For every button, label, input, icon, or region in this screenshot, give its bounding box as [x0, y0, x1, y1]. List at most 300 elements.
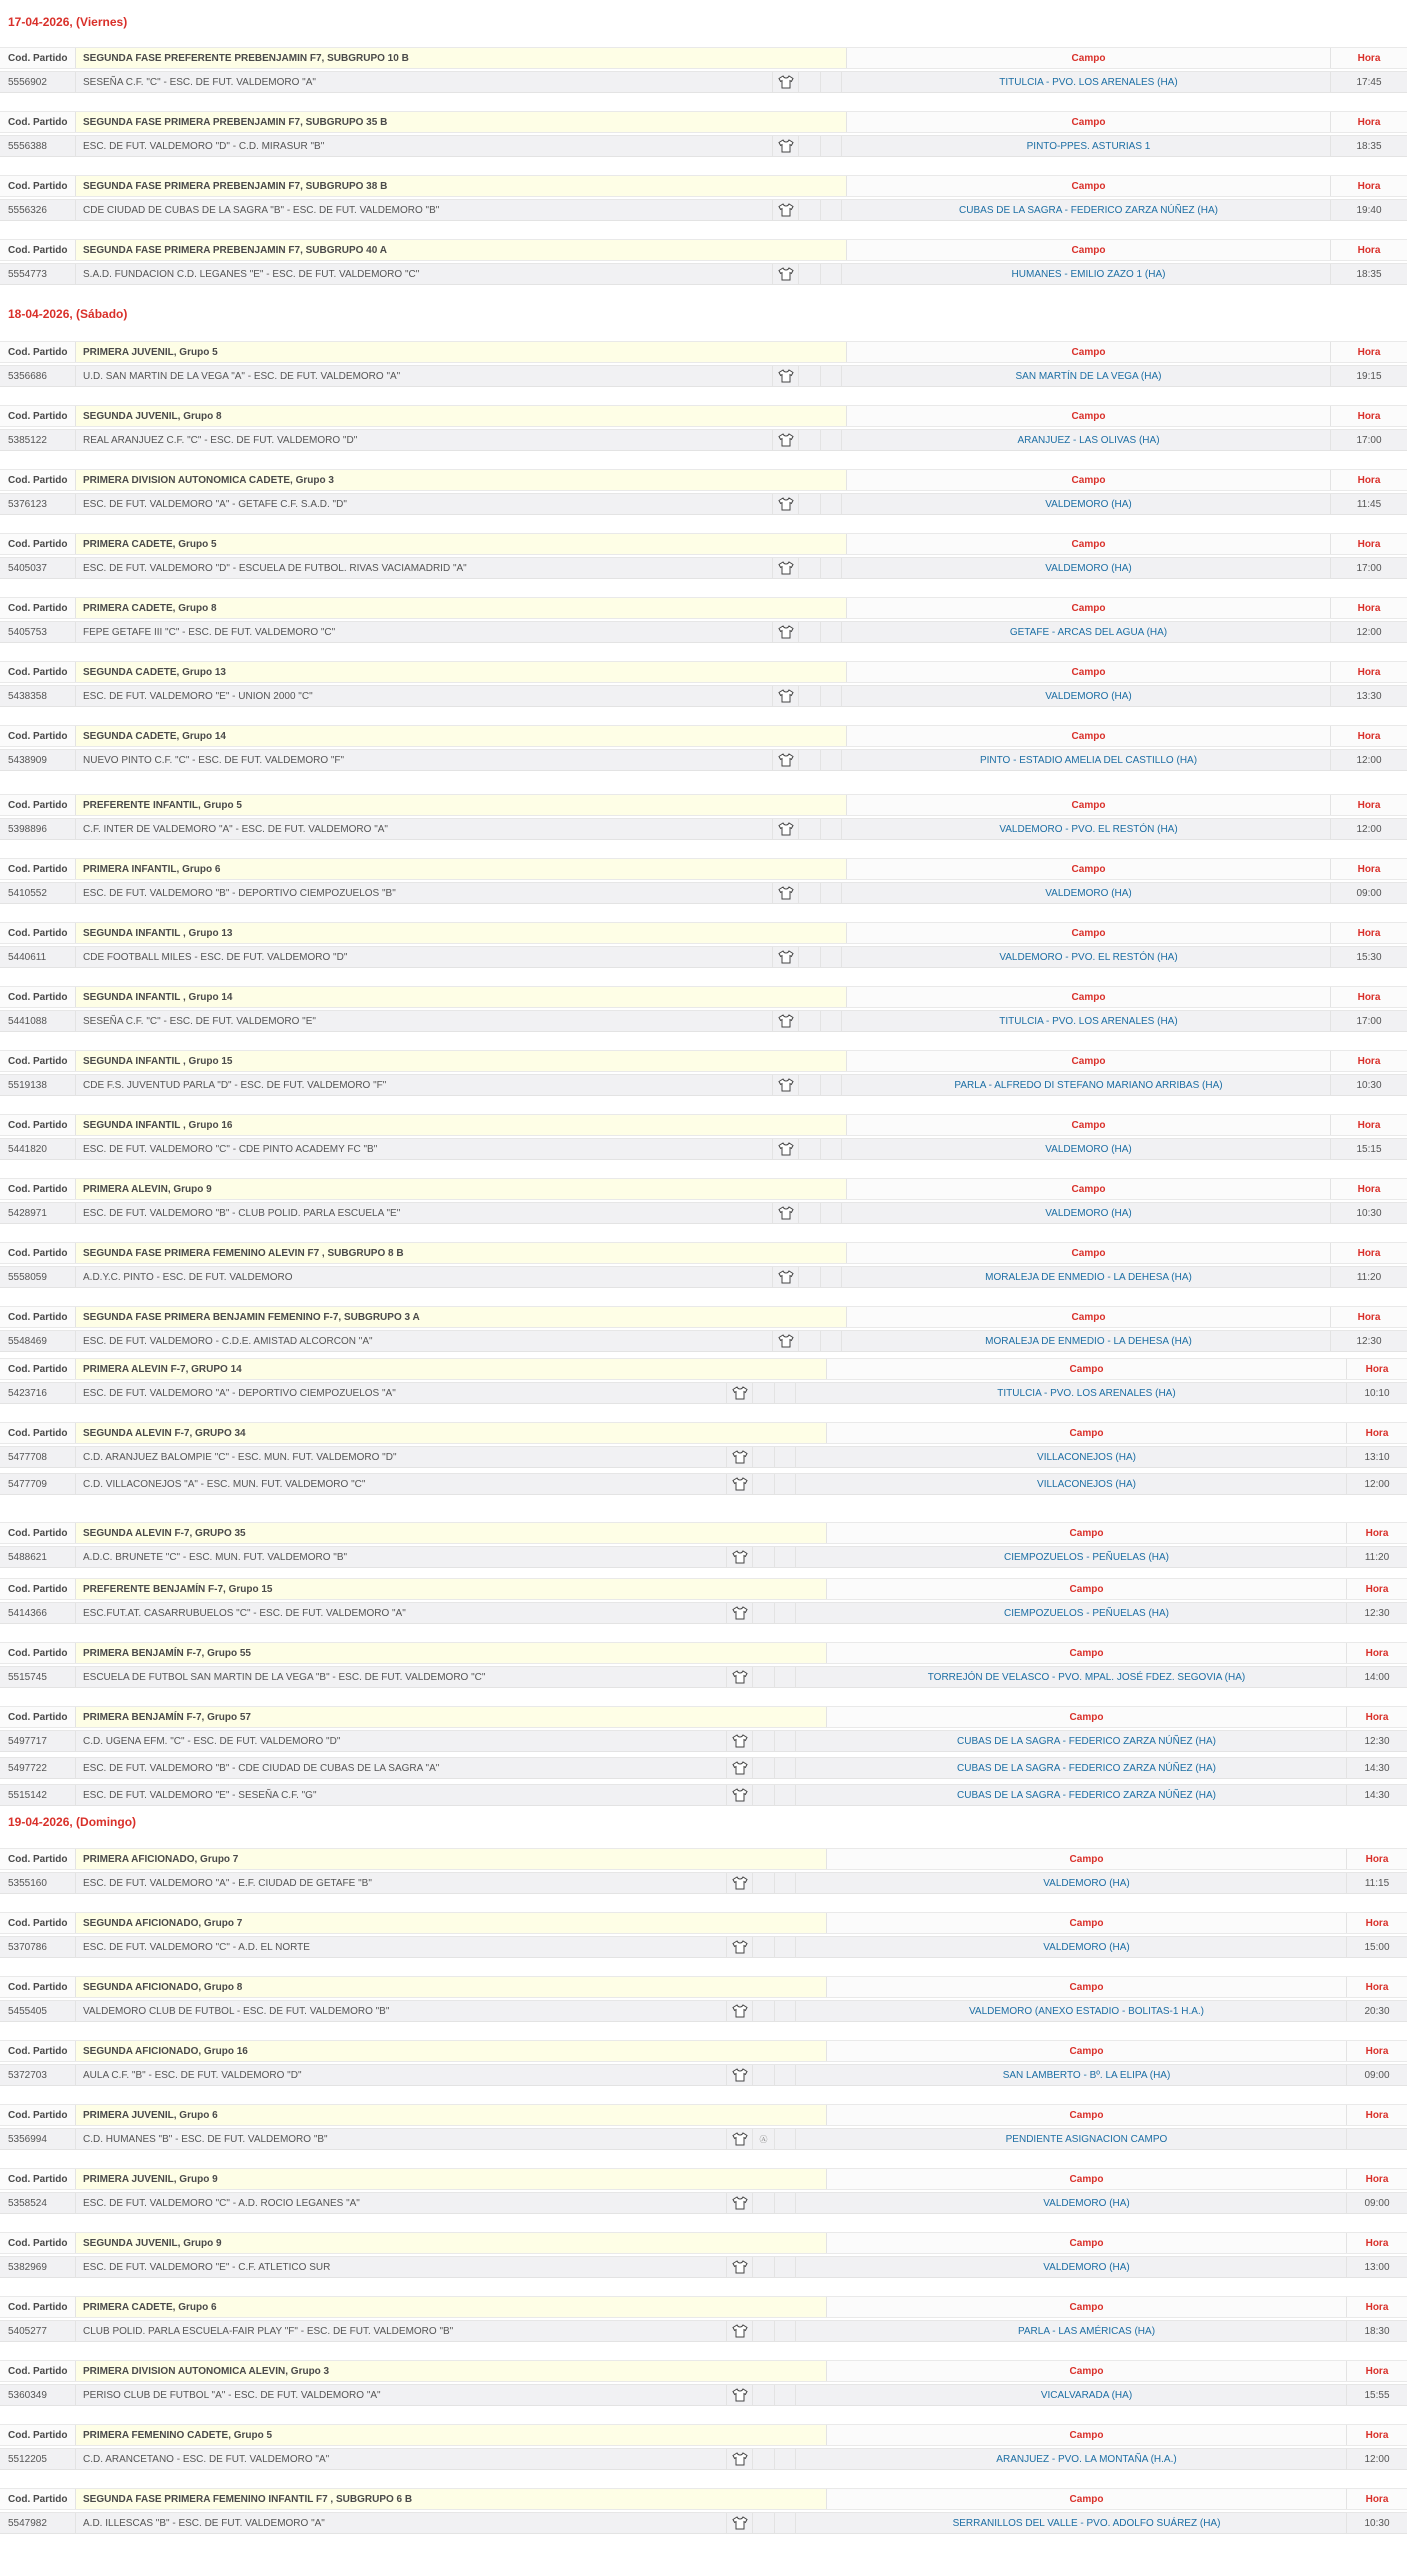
match-row[interactable]	[0, 1757, 1407, 1779]
status-cell	[752, 2385, 774, 2405]
match-teams[interactable]: ESC. DE FUT. VALDEMORO "C" - A.D. EL NORTE	[83, 1941, 310, 1953]
field-link[interactable]: VALDEMORO (HA)	[847, 686, 1331, 706]
match-code[interactable]: 5515745	[0, 1667, 76, 1687]
match-row[interactable]	[0, 2512, 1407, 2534]
status-cell	[798, 883, 820, 903]
match-code[interactable]: 5382969	[0, 2257, 76, 2277]
day-heading: 17-04-2026, (Viernes)	[8, 15, 128, 29]
hora-label: Hora	[1365, 2109, 1389, 2121]
match-teams[interactable]: ESC. DE FUT. VALDEMORO "E" - UNION 2000 "C"	[83, 690, 313, 702]
match-teams[interactable]: ESC. DE FUT. VALDEMORO "C" - A.D. ROCIO LEGANES "A"	[83, 2197, 360, 2209]
hora-label: Hora	[1357, 474, 1381, 486]
competition-name: SEGUNDA FASE PRIMERA BENJAMIN FEMENINO F-7, SUBGRUPO 3 A	[76, 1307, 847, 1327]
shirt-icon[interactable]	[772, 200, 798, 220]
hora-label: Hora	[1357, 180, 1381, 192]
field-link[interactable]: VALDEMORO - PVO. EL RESTÓN (HA)	[847, 819, 1331, 839]
cod-partido-label: Cod. Partido	[0, 2297, 76, 2317]
shirt-icon[interactable]	[726, 1547, 752, 1567]
field-link[interactable]: PARLA - LAS AMÉRICAS (HA)	[827, 2321, 1347, 2341]
hora-label: Hora	[1365, 2365, 1389, 2377]
status-cell	[752, 1603, 774, 1623]
status-cell	[820, 430, 842, 450]
match-teams[interactable]: SESEÑA C.F. "C" - ESC. DE FUT. VALDEMORO "E"	[83, 1015, 316, 1027]
cod-partido-label: Cod. Partido	[0, 1707, 76, 1727]
match-teams[interactable]: A.D. ILLESCAS "B" - ESC. DE FUT. VALDEMORO "A"	[83, 2517, 325, 2529]
competition-name: SEGUNDA ALEVIN F-7, GRUPO 35	[76, 1523, 827, 1543]
match-row[interactable]	[0, 621, 1407, 643]
field-link[interactable]: VILLACONEJOS (HA)	[827, 1447, 1347, 1467]
match-code[interactable]: 5370786	[0, 1937, 76, 1957]
status-cell	[820, 819, 842, 839]
competition-header	[0, 533, 1407, 555]
field-link[interactable]: VICALVARADA (HA)	[827, 2385, 1347, 2405]
shirt-icon[interactable]	[772, 1139, 798, 1159]
match-code[interactable]: 5405753	[0, 622, 76, 642]
cod-partido-label: Cod. Partido	[0, 176, 76, 196]
status-cell	[820, 686, 842, 706]
shirt-icon[interactable]	[726, 2513, 752, 2533]
match-row[interactable]	[0, 1666, 1407, 1688]
match-row[interactable]	[0, 2320, 1407, 2342]
shirt-icon[interactable]	[772, 883, 798, 903]
match-row[interactable]	[0, 946, 1407, 968]
cod-partido-label: Cod. Partido	[0, 112, 76, 132]
status-cell	[752, 1937, 774, 1957]
field-link[interactable]: SAN LAMBERTO - Bº. LA ELIPA (HA)	[827, 2065, 1347, 2085]
status-cell	[820, 366, 842, 386]
competition-header	[0, 1242, 1407, 1264]
match-code[interactable]: 5438909	[0, 750, 76, 770]
match-code[interactable]: 5556902	[0, 72, 76, 92]
cod-partido-label: Cod. Partido	[0, 859, 76, 879]
match-teams[interactable]: VALDEMORO CLUB DE FUTBOL - ESC. DE FUT. VALDEMORO "B"	[83, 2005, 390, 2017]
campo-label: Campo	[827, 1913, 1347, 1933]
match-teams[interactable]: FEPE GETAFE III "C" - ESC. DE FUT. VALDEMORO "C"	[83, 626, 336, 638]
cod-partido-label: Cod. Partido	[0, 48, 76, 68]
field-link[interactable]: CUBAS DE LA SAGRA - FEDERICO ZARZA NÚÑEZ (HA)	[827, 1758, 1347, 1778]
shirt-icon[interactable]	[726, 2001, 752, 2021]
hora-label: Hora	[1365, 1583, 1389, 1595]
match-teams[interactable]: C.D. ARANJUEZ BALOMPIE "C" - ESC. MUN. FUT. VALDEMORO "D"	[83, 1451, 397, 1463]
hora-label: Hora	[1357, 927, 1381, 939]
field-link[interactable]: VALDEMORO (HA)	[847, 1203, 1331, 1223]
match-teams[interactable]: SESEÑA C.F. "C" - ESC. DE FUT. VALDEMORO "A"	[83, 76, 316, 88]
field-link[interactable]: VALDEMORO (ANEXO ESTADIO - BOLITAS-1 H.A.)	[827, 2001, 1347, 2021]
match-code[interactable]: 5372703	[0, 2065, 76, 2085]
campo-label: Campo	[827, 1643, 1347, 1663]
campo-label: Campo	[847, 598, 1331, 618]
status-cell	[774, 1937, 796, 1957]
status-cell	[798, 1203, 820, 1223]
match-row[interactable]	[0, 1546, 1407, 1568]
campo-label: Campo	[827, 2297, 1347, 2317]
shirt-icon[interactable]	[726, 2065, 752, 2085]
shirt-icon[interactable]	[726, 1785, 752, 1805]
field-link[interactable]: ARANJUEZ - LAS OLIVAS (HA)	[847, 430, 1331, 450]
match-code[interactable]: 5376123	[0, 494, 76, 514]
cod-partido-label: Cod. Partido	[0, 987, 76, 1007]
match-teams[interactable]: A.D.C. BRUNETE "C" - ESC. MUN. FUT. VALDEMORO "B"	[83, 1551, 348, 1563]
match-teams[interactable]: ESC. DE FUT. VALDEMORO "E" - SESEÑA C.F. "G"	[83, 1789, 317, 1801]
match-code[interactable]: 5488621	[0, 1547, 76, 1567]
status-cell	[752, 1547, 774, 1567]
field-link[interactable]: VALDEMORO (HA)	[827, 1937, 1347, 1957]
match-teams[interactable]: ESC. DE FUT. VALDEMORO "D" - ESCUELA DE FUTBOL. RIVAS VACIAMADRID "A"	[83, 562, 467, 574]
match-code[interactable]: 5441820	[0, 1139, 76, 1159]
match-row[interactable]	[0, 1074, 1407, 1096]
field-link[interactable]: VALDEMORO (HA)	[847, 883, 1331, 903]
hora-label: Hora	[1357, 52, 1381, 64]
status-cell	[820, 1011, 842, 1031]
match-teams[interactable]: ESC. DE FUT. VALDEMORO "A" - E.F. CIUDAD DE GETAFE "B"	[83, 1877, 372, 1889]
shirt-icon[interactable]	[772, 558, 798, 578]
match-code[interactable]: 5405277	[0, 2321, 76, 2341]
match-code[interactable]: 5556388	[0, 136, 76, 156]
match-row[interactable]	[0, 1784, 1407, 1806]
match-code[interactable]: 5440611	[0, 947, 76, 967]
shirt-icon[interactable]	[772, 750, 798, 770]
match-row[interactable]	[0, 2384, 1407, 2406]
competition-name: PRIMERA ALEVIN F-7, GRUPO 14	[76, 1359, 827, 1379]
shirt-icon[interactable]	[726, 1667, 752, 1687]
field-link[interactable]: ARANJUEZ - PVO. LA MONTAÑA (H.A.)	[827, 2449, 1347, 2469]
shirt-icon[interactable]	[772, 136, 798, 156]
match-row[interactable]	[0, 429, 1407, 451]
match-code[interactable]: 5556326	[0, 200, 76, 220]
field-link[interactable]: TITULCIA - PVO. LOS ARENALES (HA)	[847, 1011, 1331, 1031]
competition-name: SEGUNDA AFICIONADO, Grupo 8	[76, 1977, 827, 1997]
field-link[interactable]: GETAFE - ARCAS DEL AGUA (HA)	[847, 622, 1331, 642]
match-teams[interactable]: CLUB POLID. PARLA ESCUELA-FAIR PLAY "F" - ESC. DE FUT. VALDEMORO "B"	[83, 2325, 454, 2337]
match-teams[interactable]: A.D.Y.C. PINTO - ESC. DE FUT. VALDEMORO	[83, 1271, 293, 1283]
match-row[interactable]	[0, 749, 1407, 771]
day-heading: 19-04-2026, (Domingo)	[8, 1815, 137, 1829]
match-code[interactable]: 5414366	[0, 1603, 76, 1623]
shirt-icon[interactable]	[772, 1267, 798, 1287]
match-row[interactable]	[0, 882, 1407, 904]
match-row[interactable]	[0, 2448, 1407, 2470]
match-teams[interactable]: U.D. SAN MARTIN DE LA VEGA "A" - ESC. DE FUT. VALDEMORO "A"	[83, 370, 401, 382]
match-row[interactable]	[0, 1202, 1407, 1224]
field-link[interactable]: PINTO-PPES. ASTURIAS 1	[847, 136, 1331, 156]
shirt-icon[interactable]	[726, 1603, 752, 1623]
match-code[interactable]: 5423716	[0, 1383, 76, 1403]
field-link[interactable]: CIEMPOZUELOS - PEÑUELAS (HA)	[827, 1603, 1347, 1623]
campo-label: Campo	[847, 1243, 1331, 1263]
competition-name: SEGUNDA FASE PRIMERA FEMENINO INFANTIL F7 , SUBGRUPO 6 B	[76, 2489, 827, 2509]
field-link[interactable]: TITULCIA - PVO. LOS ARENALES (HA)	[847, 72, 1331, 92]
field-link[interactable]: HUMANES - EMILIO ZAZO 1 (HA)	[847, 264, 1331, 284]
match-teams[interactable]: ESC. DE FUT. VALDEMORO - C.D.E. AMISTAD ALCORCON "A"	[83, 1335, 373, 1347]
match-row[interactable]	[0, 1473, 1407, 1495]
shirt-icon[interactable]	[726, 2129, 752, 2149]
match-code[interactable]: 5455405	[0, 2001, 76, 2021]
competition-header	[0, 405, 1407, 427]
campo-label: Campo	[847, 48, 1331, 68]
competition-name: PRIMERA JUVENIL, Grupo 5	[76, 342, 847, 362]
match-row[interactable]	[0, 199, 1407, 221]
match-time: 14:30	[1364, 1789, 1390, 1801]
match-code[interactable]: 5548469	[0, 1331, 76, 1351]
match-code[interactable]: 5547982	[0, 2513, 76, 2533]
match-code[interactable]: 5358524	[0, 2193, 76, 2213]
cod-partido-label: Cod. Partido	[0, 1307, 76, 1327]
cod-partido-label: Cod. Partido	[0, 534, 76, 554]
match-row[interactable]	[0, 1138, 1407, 1160]
match-row[interactable]	[0, 2064, 1407, 2086]
match-code[interactable]: 5477709	[0, 1474, 76, 1494]
status-cell	[774, 2001, 796, 2021]
shirt-icon[interactable]	[726, 2193, 752, 2213]
field-link[interactable]: PINTO - ESTADIO AMELIA DEL CASTILLO (HA)	[847, 750, 1331, 770]
match-time: 10:30	[1364, 2517, 1390, 2529]
field-link[interactable]: CIEMPOZUELOS - PEÑUELAS (HA)	[827, 1547, 1347, 1567]
match-row[interactable]	[0, 1382, 1407, 1404]
field-link[interactable]: SERRANILLOS DEL VALLE - PVO. ADOLFO SUÁREZ (HA)	[827, 2513, 1347, 2533]
cod-partido-label: Cod. Partido	[0, 1849, 76, 1869]
hora-label: Hora	[1357, 799, 1381, 811]
shirt-icon[interactable]	[726, 1873, 752, 1893]
match-row[interactable]	[0, 263, 1407, 285]
cod-partido-label: Cod. Partido	[0, 2105, 76, 2125]
field-link[interactable]: MORALEJA DE ENMEDIO - LA DEHESA (HA)	[847, 1267, 1331, 1287]
shirt-icon[interactable]	[772, 686, 798, 706]
match-row[interactable]	[0, 2128, 1407, 2150]
field-link[interactable]: VALDEMORO (HA)	[847, 1139, 1331, 1159]
match-time: 11:15	[1364, 1877, 1390, 1889]
match-time: 18:30	[1364, 2325, 1390, 2337]
match-teams[interactable]: C.D. UGENA EFM. "C" - ESC. DE FUT. VALDEMORO "D"	[83, 1735, 341, 1747]
shirt-icon[interactable]	[772, 1203, 798, 1223]
field-link[interactable]: PENDIENTE ASIGNACION CAMPO	[827, 2129, 1347, 2149]
match-teams[interactable]: ESC. DE FUT. VALDEMORO "C" - CDE PINTO ACADEMY FC "B"	[83, 1143, 378, 1155]
match-row[interactable]	[0, 1730, 1407, 1752]
field-link[interactable]: VALDEMORO - PVO. EL RESTÓN (HA)	[847, 947, 1331, 967]
match-code[interactable]: 5428971	[0, 1203, 76, 1223]
competition-name: PRIMERA DIVISION AUTONOMICA ALEVIN, Grupo 3	[76, 2361, 827, 2381]
hora-label: Hora	[1365, 1917, 1389, 1929]
status-cell	[752, 1785, 774, 1805]
match-row[interactable]	[0, 2192, 1407, 2214]
status-cell	[820, 1075, 842, 1095]
competition-header	[0, 175, 1407, 197]
field-link[interactable]: VALDEMORO (HA)	[847, 494, 1331, 514]
competition-header	[0, 1912, 1407, 1934]
match-row[interactable]	[0, 2256, 1407, 2278]
match-code[interactable]: 5360349	[0, 2385, 76, 2405]
match-teams[interactable]: ESCUELA DE FUTBOL SAN MARTIN DE LA VEGA "B" - ESC. DE FUT. VALDEMORO "C"	[83, 1671, 486, 1683]
field-link[interactable]: VILLACONEJOS (HA)	[827, 1474, 1347, 1494]
cod-partido-label: Cod. Partido	[0, 342, 76, 362]
competition-header	[0, 1358, 1407, 1380]
competition-header	[0, 794, 1407, 816]
field-link[interactable]: CUBAS DE LA SAGRA - FEDERICO ZARZA NÚÑEZ (HA)	[827, 1731, 1347, 1751]
match-time: 14:00	[1364, 1671, 1390, 1683]
match-code[interactable]: 5398896	[0, 819, 76, 839]
match-code[interactable]: 5497722	[0, 1758, 76, 1778]
status-cell	[798, 1331, 820, 1351]
match-time: 18:35	[1356, 140, 1382, 152]
status-cell	[798, 1267, 820, 1287]
match-row[interactable]	[0, 1936, 1407, 1958]
match-code[interactable]: 5497717	[0, 1731, 76, 1751]
match-teams[interactable]: ESC. DE FUT. VALDEMORO "E" - C.F. ATLETICO SUR	[83, 2261, 331, 2273]
pending-mark-icon: Ⓐ	[759, 2134, 768, 2144]
match-code[interactable]: 5558059	[0, 1267, 76, 1287]
competition-header	[0, 1114, 1407, 1136]
competition-header	[0, 922, 1407, 944]
competition-header	[0, 986, 1407, 1008]
match-time: 10:10	[1364, 1387, 1390, 1399]
competition-header	[0, 1976, 1407, 1998]
match-code[interactable]: 5515142	[0, 1785, 76, 1805]
match-row[interactable]	[0, 1010, 1407, 1032]
match-code[interactable]: 5385122	[0, 430, 76, 450]
shirt-icon[interactable]	[772, 1331, 798, 1351]
match-row[interactable]	[0, 1872, 1407, 1894]
match-code[interactable]: 5438358	[0, 686, 76, 706]
shirt-icon[interactable]	[772, 819, 798, 839]
match-row[interactable]	[0, 365, 1407, 387]
competition-name: SEGUNDA INFANTIL , Grupo 13	[76, 923, 847, 943]
match-row[interactable]	[0, 135, 1407, 157]
shirt-icon[interactable]	[726, 1383, 752, 1403]
match-teams[interactable]: C.D. ARANCETANO - ESC. DE FUT. VALDEMORO "A"	[83, 2453, 330, 2465]
field-link[interactable]: CUBAS DE LA SAGRA - FEDERICO ZARZA NÚÑEZ (HA)	[827, 1785, 1347, 1805]
match-time: 11:20	[1356, 1271, 1382, 1283]
field-link[interactable]: SAN MARTÍN DE LA VEGA (HA)	[847, 366, 1331, 386]
match-teams[interactable]: C.D. VILLACONEJOS "A" - ESC. MUN. FUT. VALDEMORO "C"	[83, 1478, 366, 1490]
hora-label: Hora	[1365, 1711, 1389, 1723]
shirt-icon[interactable]	[726, 2321, 752, 2341]
field-link[interactable]: VALDEMORO (HA)	[847, 558, 1331, 578]
match-teams[interactable]: ESC. DE FUT. VALDEMORO "B" - CDE CIUDAD DE CUBAS DE LA SAGRA "A"	[83, 1762, 440, 1774]
campo-label: Campo	[847, 176, 1331, 196]
match-time: 13:10	[1364, 1451, 1390, 1463]
match-teams[interactable]: C.D. HUMANES "B" - ESC. DE FUT. VALDEMORO "B"	[83, 2133, 328, 2145]
match-teams[interactable]: C.F. INTER DE VALDEMORO "A" - ESC. DE FUT. VALDEMORO "A"	[83, 823, 388, 835]
shirt-icon[interactable]	[726, 1731, 752, 1751]
shirt-icon[interactable]	[772, 430, 798, 450]
match-teams[interactable]: ESC. DE FUT. VALDEMORO "B" - CLUB POLID. PARLA ESCUELA "E"	[83, 1207, 401, 1219]
match-code[interactable]: 5355160	[0, 1873, 76, 1893]
match-time: 19:15	[1356, 370, 1382, 382]
status-cell	[752, 2001, 774, 2021]
match-teams[interactable]: CDE FOOTBALL MILES - ESC. DE FUT. VALDEMORO "D"	[83, 951, 348, 963]
match-teams[interactable]: PERISO CLUB DE FUTBOL "A" - ESC. DE FUT. VALDEMORO "A"	[83, 2389, 381, 2401]
match-time: 09:00	[1364, 2197, 1390, 2209]
status-cell	[798, 947, 820, 967]
match-teams[interactable]: AULA C.F. "B" - ESC. DE FUT. VALDEMORO "D"	[83, 2069, 302, 2081]
match-teams[interactable]: REAL ARANJUEZ C.F. "C" - ESC. DE FUT. VALDEMORO "D"	[83, 434, 358, 446]
shirt-icon[interactable]	[772, 1011, 798, 1031]
status-cell	[752, 2129, 774, 2149]
shirt-icon[interactable]	[726, 1937, 752, 1957]
hora-label: Hora	[1357, 991, 1381, 1003]
match-teams[interactable]: CDE F.S. JUVENTUD PARLA "D" - ESC. DE FUT. VALDEMORO "F"	[83, 1079, 387, 1091]
match-row[interactable]	[0, 1602, 1407, 1624]
match-teams[interactable]: S.A.D. FUNDACION C.D. LEGANES "E" - ESC. DE FUT. VALDEMORO "C"	[83, 268, 420, 280]
competition-header	[0, 2296, 1407, 2318]
competition-name: PRIMERA CADETE, Grupo 8	[76, 598, 847, 618]
match-teams[interactable]: ESC. DE FUT. VALDEMORO "D" - C.D. MIRASUR "B"	[83, 140, 325, 152]
match-code[interactable]: 5405037	[0, 558, 76, 578]
hora-label: Hora	[1365, 2301, 1389, 2313]
match-row[interactable]	[0, 2000, 1407, 2022]
hora-label: Hora	[1365, 2173, 1389, 2185]
field-link[interactable]: TITULCIA - PVO. LOS ARENALES (HA)	[827, 1383, 1347, 1403]
campo-label: Campo	[847, 112, 1331, 132]
match-row[interactable]	[0, 818, 1407, 840]
match-row[interactable]	[0, 71, 1407, 93]
shirt-icon[interactable]	[772, 947, 798, 967]
shirt-icon[interactable]	[726, 2449, 752, 2469]
shirt-icon[interactable]	[772, 1075, 798, 1095]
match-code[interactable]: 5554773	[0, 264, 76, 284]
status-cell	[774, 1547, 796, 1567]
shirt-icon[interactable]	[772, 264, 798, 284]
cod-partido-label: Cod. Partido	[0, 2489, 76, 2509]
match-row[interactable]	[0, 1266, 1407, 1288]
match-row[interactable]	[0, 557, 1407, 579]
status-cell	[774, 2321, 796, 2341]
match-code[interactable]: 5410552	[0, 883, 76, 903]
match-row[interactable]	[0, 1330, 1407, 1352]
field-link[interactable]: TORREJÓN DE VELASCO - PVO. MPAL. JOSÉ FDEZ. SEGOVIA (HA)	[827, 1667, 1347, 1687]
match-teams[interactable]: ESC. DE FUT. VALDEMORO "B" - DEPORTIVO CIEMPOZUELOS "B"	[83, 887, 396, 899]
competition-header	[0, 2104, 1407, 2126]
match-code[interactable]: 5356686	[0, 366, 76, 386]
status-cell	[752, 1873, 774, 1893]
shirt-icon[interactable]	[772, 494, 798, 514]
match-teams[interactable]: ESC. DE FUT. VALDEMORO "A" - DEPORTIVO CIEMPOZUELOS "A"	[83, 1387, 396, 1399]
match-time: 15:30	[1356, 951, 1382, 963]
shirt-icon[interactable]	[772, 72, 798, 92]
competition-name: PREFERENTE INFANTIL, Grupo 5	[76, 795, 847, 815]
shirt-icon[interactable]	[726, 2385, 752, 2405]
match-time: 09:00	[1356, 887, 1382, 899]
field-link[interactable]: CUBAS DE LA SAGRA - FEDERICO ZARZA NÚÑEZ (HA)	[847, 200, 1331, 220]
match-time: 17:00	[1356, 562, 1382, 574]
field-link[interactable]: PARLA - ALFREDO DI STEFANO MARIANO ARRIBAS (HA)	[847, 1075, 1331, 1095]
match-code[interactable]: 5519138	[0, 1075, 76, 1095]
field-link[interactable]: VALDEMORO (HA)	[827, 2257, 1347, 2277]
shirt-icon[interactable]	[726, 1447, 752, 1467]
competition-header	[0, 1050, 1407, 1072]
shirt-icon[interactable]	[726, 1474, 752, 1494]
shirt-icon[interactable]	[772, 366, 798, 386]
shirt-icon[interactable]	[726, 2257, 752, 2277]
match-teams[interactable]: NUEVO PINTO C.F. "C" - ESC. DE FUT. VALDEMORO "F"	[83, 754, 345, 766]
shirt-icon[interactable]	[726, 1758, 752, 1778]
match-time: 11:45	[1356, 498, 1382, 510]
match-row[interactable]	[0, 493, 1407, 515]
match-row[interactable]	[0, 1446, 1407, 1468]
match-code[interactable]: 5441088	[0, 1011, 76, 1031]
match-teams[interactable]: ESC.FUT.AT. CASARRUBUELOS "C" - ESC. DE FUT. VALDEMORO "A"	[83, 1607, 406, 1619]
match-code[interactable]: 5477708	[0, 1447, 76, 1467]
competition-header	[0, 239, 1407, 261]
match-teams[interactable]: CDE CIUDAD DE CUBAS DE LA SAGRA "B" - ESC. DE FUT. VALDEMORO "B"	[83, 204, 440, 216]
match-teams[interactable]: ESC. DE FUT. VALDEMORO "A" - GETAFE C.F. S.A.D. "D"	[83, 498, 347, 510]
shirt-icon[interactable]	[772, 622, 798, 642]
match-code[interactable]: 5512205	[0, 2449, 76, 2469]
field-link[interactable]: VALDEMORO (HA)	[827, 2193, 1347, 2213]
match-row[interactable]	[0, 685, 1407, 707]
field-link[interactable]: MORALEJA DE ENMEDIO - LA DEHESA (HA)	[847, 1331, 1331, 1351]
field-link[interactable]: VALDEMORO (HA)	[827, 1873, 1347, 1893]
match-code[interactable]: 5356994	[0, 2129, 76, 2149]
